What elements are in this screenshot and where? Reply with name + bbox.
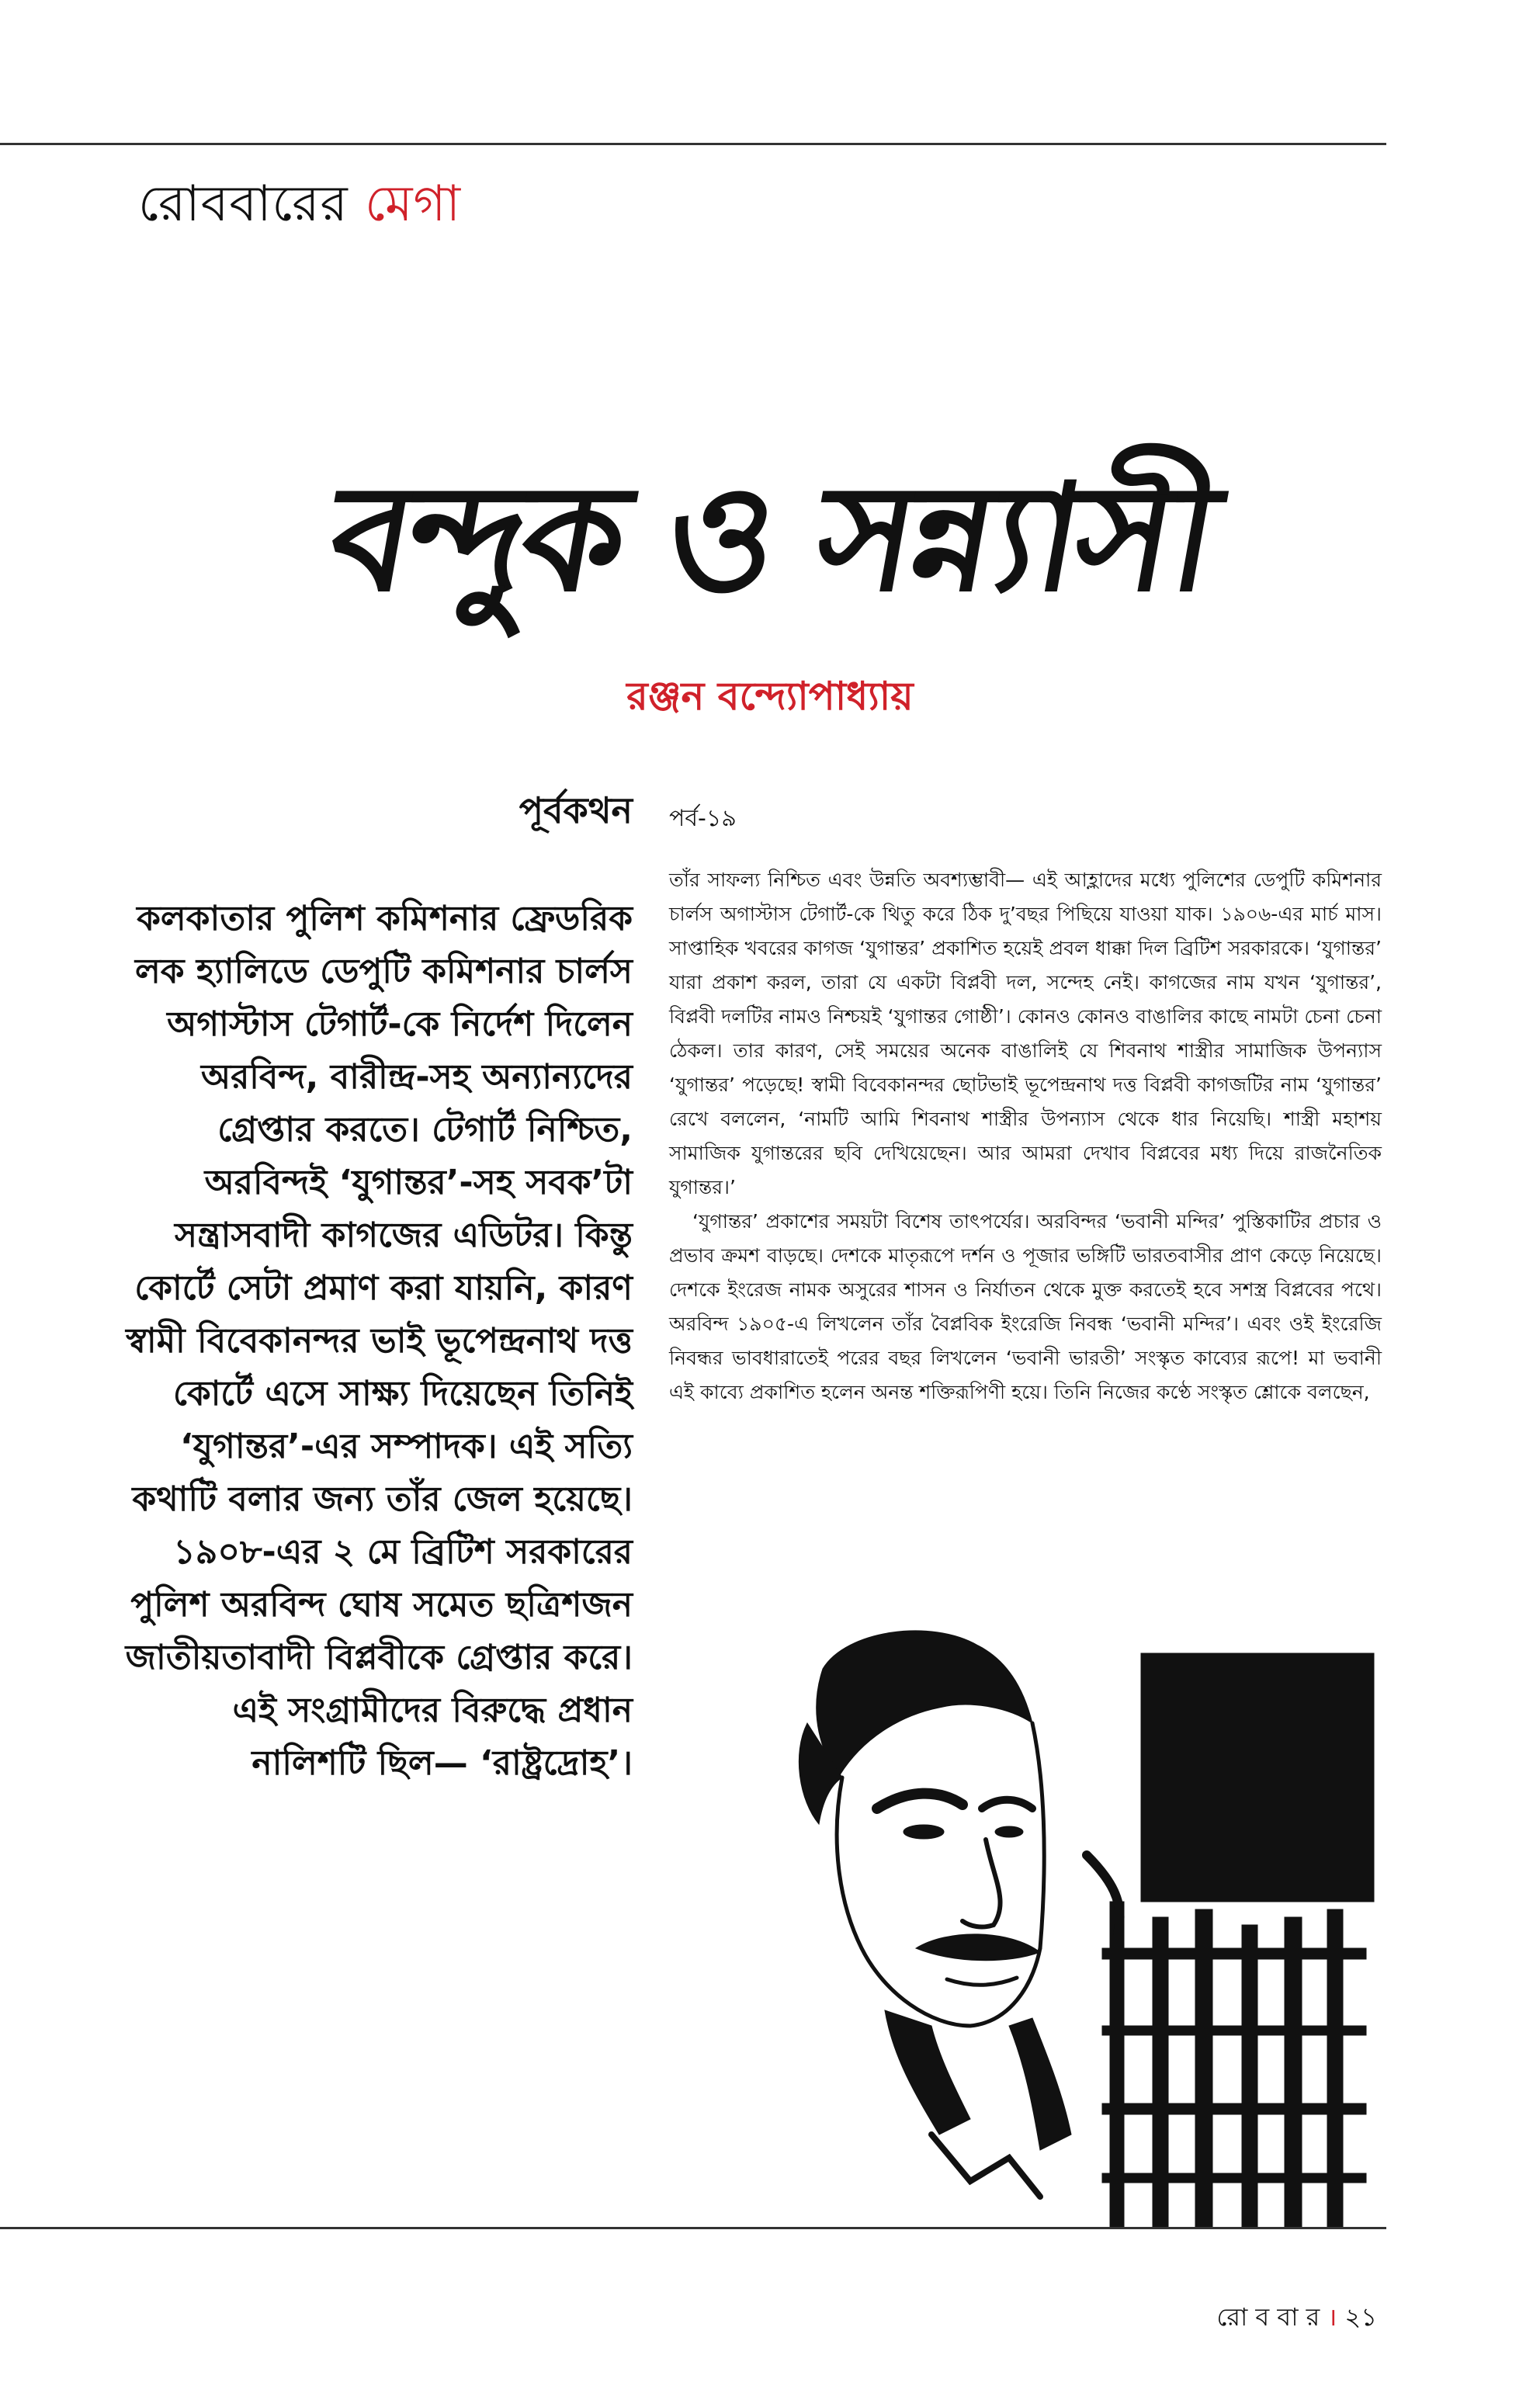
article-author: রঞ্জন বন্দ্যোপাধ্যায় [626,674,914,719]
portrait-sketch-illustration [776,1622,1389,2243]
page-number: ২১ [1344,2302,1377,2332]
body-paragraph: ‘যুগান্তর’ প্রকাশের সময়টা বিশেষ তাৎপর্যের। অরবিন্দর ‘ভবানী মন্দির’ পুস্তিকাটির প্রচার ও প্রভাব ক্রমশ বাড়ছে। দেশকে মাতৃরূপে দর্শন ও পূজার ভঙ্গিটি ভারতবাসীর প্রাণ কেড়ে নিয়েছে। দেশকে ইংরেজ নামক অসুরের শাসন ও নির্যাতন থেকে মুক্ত করতেই হবে সশস্ত্র বিপ্লবের পথে। অরবিন্দ ১৯০৫-এ লিখলেন তাঁর বৈপ্লবিক ইংরেজি নিবন্ধ ‘ভবানী মন্দির’। এবং ওই ইংরেজি নিবন্ধর ভাবধারাতেই পরের বছর লিখলেন ‘ভবানী ভারতী’ সংস্কৃত কাব্যের রূপে! মা ভবানী এই কাব্যে প্রকাশিত হলেন অনন্ত শক্তিরূপিণী হয়ে। তিনি নিজের কণ্ঠে সংস্কৃত শ্লোকে বলছেন, [669,1210,1382,1403]
footer-publication: রো ব বা র [1216,2302,1320,2332]
brand-header [138,166,461,249]
brand-accent: মেগা [365,175,462,233]
article-title: বন্দুক ও সন্ন্যাসী [317,453,1227,624]
brand-text: রোববারের [138,175,349,233]
section-label: পূর্বকথন [519,789,633,831]
page-footer [1216,2298,1377,2339]
body-paragraph: তাঁর সাফল্য নিশ্চিত এবং উন্নতি অবশ্যম্ভাবী— এই আহ্লাদের মধ্যে পুলিশের ডেপুটি কমিশনার চার্লস অগাস্টাস টেগার্ট-কে থিতু করে ঠিক দু’বছর পিছিয়ে যাওয়া যাক। ১৯০৬-এর মার্চ মাস। সাপ্তাহিক খবরের কাগজ ‘যুগান্তর’ প্রকাশিত হয়েই প্রবল ধাক্কা দিল ব্রিটিশ সরকারকে। ‘যুগান্তর’ যারা প্রকাশ করল, তারা যে একটা বিপ্লবী দল, সন্দেহ নেই। কাগজের নাম যখন ‘যুগান্তর’, বিপ্লবী দলটির নামও নিশ্চয়ই ‘যুগান্তর গোষ্ঠী’। কোনও কোনও বাঙালির কাছে নামটা চেনা চেনা ঠেকল। তার কারণ, সেই সময়ের অনেক বাঙালিই যে শিবনাথ শাস্ত্রীর সামাজিক উপন্যাস ‘যুগান্তর’ পড়েছে! স্বামী বিবেকানন্দর ছোটভাই ভূপেন্দ্রনাথ দত্ত বিপ্লবী কাগজটির নাম ‘যুগান্তর’ রেখে বললেন, ‘নামটি আমি শিবনাথ শাস্ত্রীর উপন্যাস থেকে ধার নিয়েছি। শাস্ত্রী মহাশয় সামাজিক যুগান্তরের ছবি দেখিয়েছেন। আর আমরা দেখাব বিপ্লবের মধ্য দিয়ে রাজনৈতিক যুগান্তর।’ [669,869,1382,1198]
top-rule [0,143,1386,145]
bottom-rule [0,2227,1386,2229]
episode-label: পর্ব-১৯ [669,805,737,832]
footer-separator: । [1327,2302,1337,2332]
body-column [669,863,1382,1410]
summary-text: কলকাতার পুলিশ কমিশনার ফ্রেডরিক লক হ্যালিডে ডেপুটি কমিশনার চার্লস অগাস্টাস টেগার্ট-কে নির্দেশ দিলেন অরবিন্দ, বারীন্দ্র-সহ অন্যান্যদের গ্রেপ্তার করতে। টেগার্ট নিশ্চিত, অরবিন্দই ‘যুগান্তর’-সহ সবক’টা সন্ত্রাসবাদী কাগজের এডিটর। কিন্তু কোর্টে সেটা প্রমাণ করা যায়নি, কারণ স্বামী বিবেকানন্দর ভাই ভূপেন্দ্রনাথ দত্ত কোর্টে এসে সাক্ষ্য দিয়েছেন তিনিই ‘যুগান্তর’-এর সম্পাদক। এই সত্যি কথাটি বলার জন্য তাঁর জেল হয়েছে। ১৯০৮-এর ২ মে ব্রিটিশ সরকারের পুলিশ অরবিন্দ ঘোষ সমেত ছত্রিশজন জাতীয়তাবাদী বিপ্লবীকে গ্রেপ্তার করে। এই সংগ্রামীদের বিরুদ্ধে প্রধান নালিশটি ছিল— ‘রাষ্ট্রদ্রোহ’। [125,899,633,1783]
